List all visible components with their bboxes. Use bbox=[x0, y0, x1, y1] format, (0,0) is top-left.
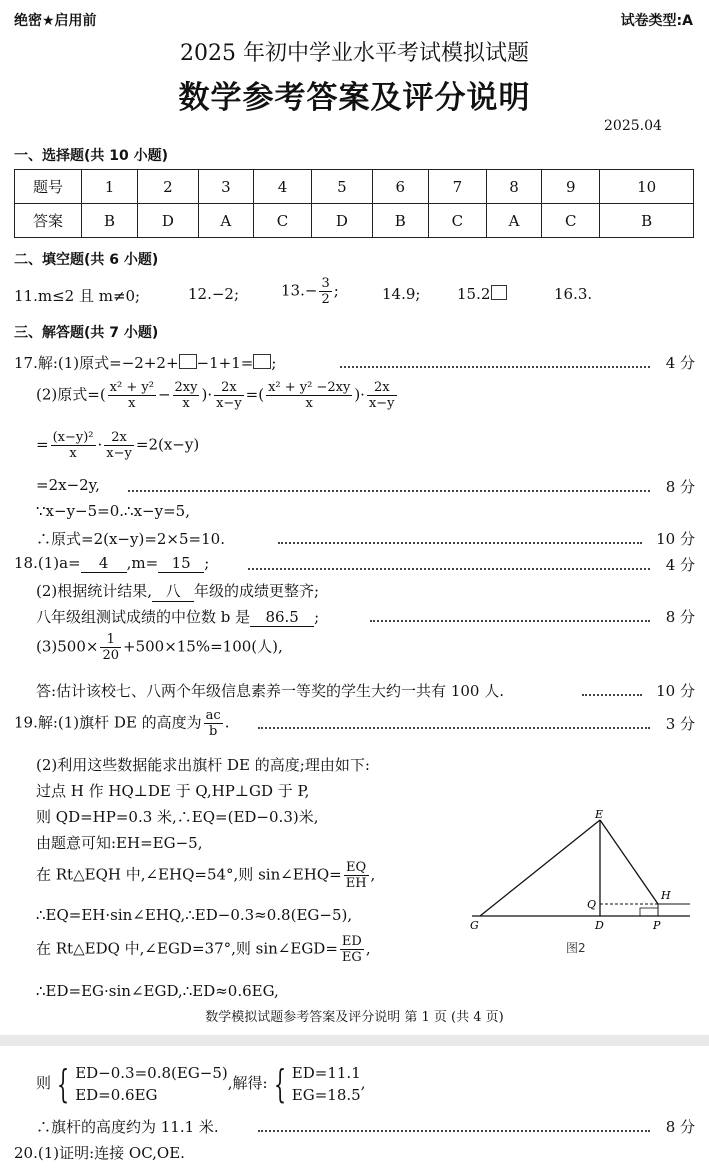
dot-leader bbox=[258, 727, 650, 729]
q17-part2: (2)原式=( $\frac{\text{x² + y²}}{x}$ − $\frac{2xy}{x}$ )· $\frac{2x}{x-y}$ =( $\frac{\text{x² + y² −2xy}}{x}$ )· $\frac{2x}{x-y}$ bbox=[36, 380, 395, 411]
question-number: 10 bbox=[600, 170, 694, 204]
score-label: 8 分 bbox=[665, 1118, 695, 1136]
answer-cell: C bbox=[542, 204, 600, 238]
question-number: 2 bbox=[138, 170, 199, 204]
q17-part3: = $\frac{\text{(x−y)²}}{x}$ · $\frac{2x}{x-y}$ =2(x−y) bbox=[36, 430, 200, 461]
q18-part5: 答:估计该校七、八两个年级信息素养一等奖的学生大约一共有 100 人. bbox=[36, 682, 504, 700]
answer-cell: B bbox=[82, 204, 138, 238]
table-row-numbers bbox=[15, 170, 694, 204]
answer-cell: B bbox=[600, 204, 694, 238]
question-number: 6 bbox=[372, 170, 428, 204]
exam-title: 2025 年初中学业水平考试模拟试题 bbox=[180, 41, 529, 66]
dot-leader bbox=[370, 620, 650, 622]
date-label: 2025.04 bbox=[604, 118, 662, 134]
q19-part3: 过点 H 作 HQ⊥DE 于 Q,HP⊥GD 于 P, bbox=[36, 782, 310, 800]
point-g: G bbox=[470, 919, 479, 932]
fill-answer-13: 13.− $\frac{3}{2}$ ; bbox=[281, 276, 339, 307]
q19-part8: 在 Rt△EDQ 中,∠EGD=37°,则 sin∠EGD= $\frac{ED}{EG}$ , bbox=[36, 934, 371, 965]
page-footer: 数学模拟试题参考答案及评分说明 第 1 页 (共 4 页) bbox=[205, 1010, 504, 1025]
answer-cell: B bbox=[372, 204, 428, 238]
answer-cell: C bbox=[428, 204, 486, 238]
point-h: H bbox=[661, 889, 671, 902]
fill-answer-11: 11.m≤2 且 m≠0; bbox=[14, 287, 141, 305]
confidential-label: 绝密★启用前 bbox=[14, 13, 97, 29]
section-choice-title: 一、选择题(共 10 小题) bbox=[14, 148, 169, 164]
dot-leader bbox=[582, 694, 642, 696]
score-label: 3 分 bbox=[665, 715, 695, 733]
answer-cell: A bbox=[486, 204, 541, 238]
q18-part3: 八年级组测试成绩的中位数 b 是 86.5 ; bbox=[36, 608, 320, 626]
score-label: 4 分 bbox=[665, 556, 695, 574]
q19-part7: ∴EQ=EH·sin∠EHQ,∴ED−0.3≈0.8(EG−5), bbox=[36, 906, 353, 924]
question-number: 3 bbox=[198, 170, 253, 204]
fill-answer-15: 15.2 bbox=[457, 285, 507, 303]
question-number: 4 bbox=[253, 170, 311, 204]
answer-cell: C bbox=[253, 204, 311, 238]
score-label: 8 分 bbox=[665, 608, 695, 626]
q17-part4: =2x−2y, bbox=[36, 476, 100, 494]
q17-part5: ∵x−y−5=0.∴x−y=5, bbox=[36, 502, 190, 520]
radical-glyph-icon bbox=[179, 354, 197, 369]
row-label-answer: 答案 bbox=[15, 204, 82, 238]
question-number: 1 bbox=[82, 170, 138, 204]
section-solve-title: 三、解答题(共 7 小题) bbox=[14, 325, 159, 341]
question-number: 9 bbox=[542, 170, 600, 204]
radical-glyph-icon bbox=[491, 285, 507, 300]
question-number: 7 bbox=[428, 170, 486, 204]
figure-caption: 图2 bbox=[566, 941, 586, 955]
ground-marker bbox=[640, 908, 658, 916]
q19-part6: 在 Rt△EQH 中,∠EHQ=54°,则 sin∠EHQ= $\frac{EQ}{EH}$ , bbox=[36, 860, 376, 891]
line-eg bbox=[480, 820, 600, 916]
dot-leader bbox=[340, 366, 650, 368]
q18-part1: 18.(1)a= 4 ,m= 15 ; bbox=[14, 554, 210, 572]
q19-part4: 则 QD=HP=0.3 米,∴EQ=(ED−0.3)米, bbox=[36, 808, 319, 826]
document-title: 数学参考答案及评分说明 bbox=[178, 80, 531, 116]
brace-glyph: { bbox=[57, 1062, 70, 1106]
equation-system: 则 { ED−0.3=0.8(EG−5) ED=0.6EG ,解得: { ED=11.1 EG=18.5 , bbox=[36, 1062, 366, 1106]
section-fill-title: 二、填空题(共 6 小题) bbox=[14, 252, 159, 268]
point-d: D bbox=[595, 919, 604, 932]
dot-leader bbox=[278, 542, 642, 544]
question-number: 8 bbox=[486, 170, 541, 204]
q19-part1: 19.解:(1)旗杆 DE 的高度为 $\frac{ac}{b}$ . bbox=[14, 708, 230, 739]
answer-cell: A bbox=[198, 204, 253, 238]
q18-part4: (3)500× $\frac{1}{20}$ +500×15%=100(人), bbox=[36, 632, 283, 663]
score-label: 8 分 bbox=[665, 478, 695, 496]
point-q: Q bbox=[587, 898, 597, 911]
brace-glyph: { bbox=[273, 1062, 286, 1106]
score-label: 4 分 bbox=[665, 354, 695, 372]
dot-leader bbox=[258, 1130, 650, 1132]
q20-part1: 20.(1)证明:连接 OC,OE. bbox=[14, 1144, 185, 1162]
fill-answer-14: 14.9; bbox=[382, 285, 421, 303]
q18-part2: (2)根据统计结果, 八 年级的成绩更整齐; bbox=[36, 582, 320, 600]
score-label: 10 分 bbox=[656, 530, 695, 548]
paper-type-label: 试卷类型:A bbox=[620, 13, 693, 29]
question-number: 5 bbox=[312, 170, 373, 204]
q17-part6: ∴原式=2(x−y)=2×5=10. bbox=[36, 530, 225, 548]
q19-part5: 由题意可知:EH=EG−5, bbox=[36, 834, 203, 852]
q19-conclusion: ∴旗杆的高度约为 11.1 米. bbox=[36, 1118, 219, 1136]
point-p: P bbox=[653, 919, 661, 932]
score-label: 10 分 bbox=[656, 682, 695, 700]
point-e: E bbox=[595, 808, 604, 821]
answer-cell: D bbox=[312, 204, 373, 238]
dot-leader bbox=[128, 490, 650, 492]
table-row-answers bbox=[15, 204, 694, 238]
answer-page-2 bbox=[0, 1046, 709, 1169]
fill-answer-16: 16.3. bbox=[554, 285, 593, 303]
answer-table bbox=[14, 169, 694, 238]
row-label-question: 题号 bbox=[15, 170, 82, 204]
q17-part1: 17.解:(1)原式=−2+2+ −1+1= ; bbox=[14, 354, 277, 372]
answer-cell: D bbox=[138, 204, 199, 238]
flagpole-figure bbox=[462, 806, 698, 956]
radical-glyph-icon bbox=[253, 354, 271, 369]
line-eh bbox=[600, 820, 658, 904]
dot-leader bbox=[248, 568, 650, 570]
q19-part2: (2)利用这些数据能求出旗杆 DE 的高度;理由如下: bbox=[36, 756, 370, 774]
fill-answer-12: 12.−2; bbox=[188, 285, 240, 303]
q19-part9: ∴ED=EG·sin∠EGD,∴ED≈0.6EG, bbox=[36, 982, 279, 1000]
